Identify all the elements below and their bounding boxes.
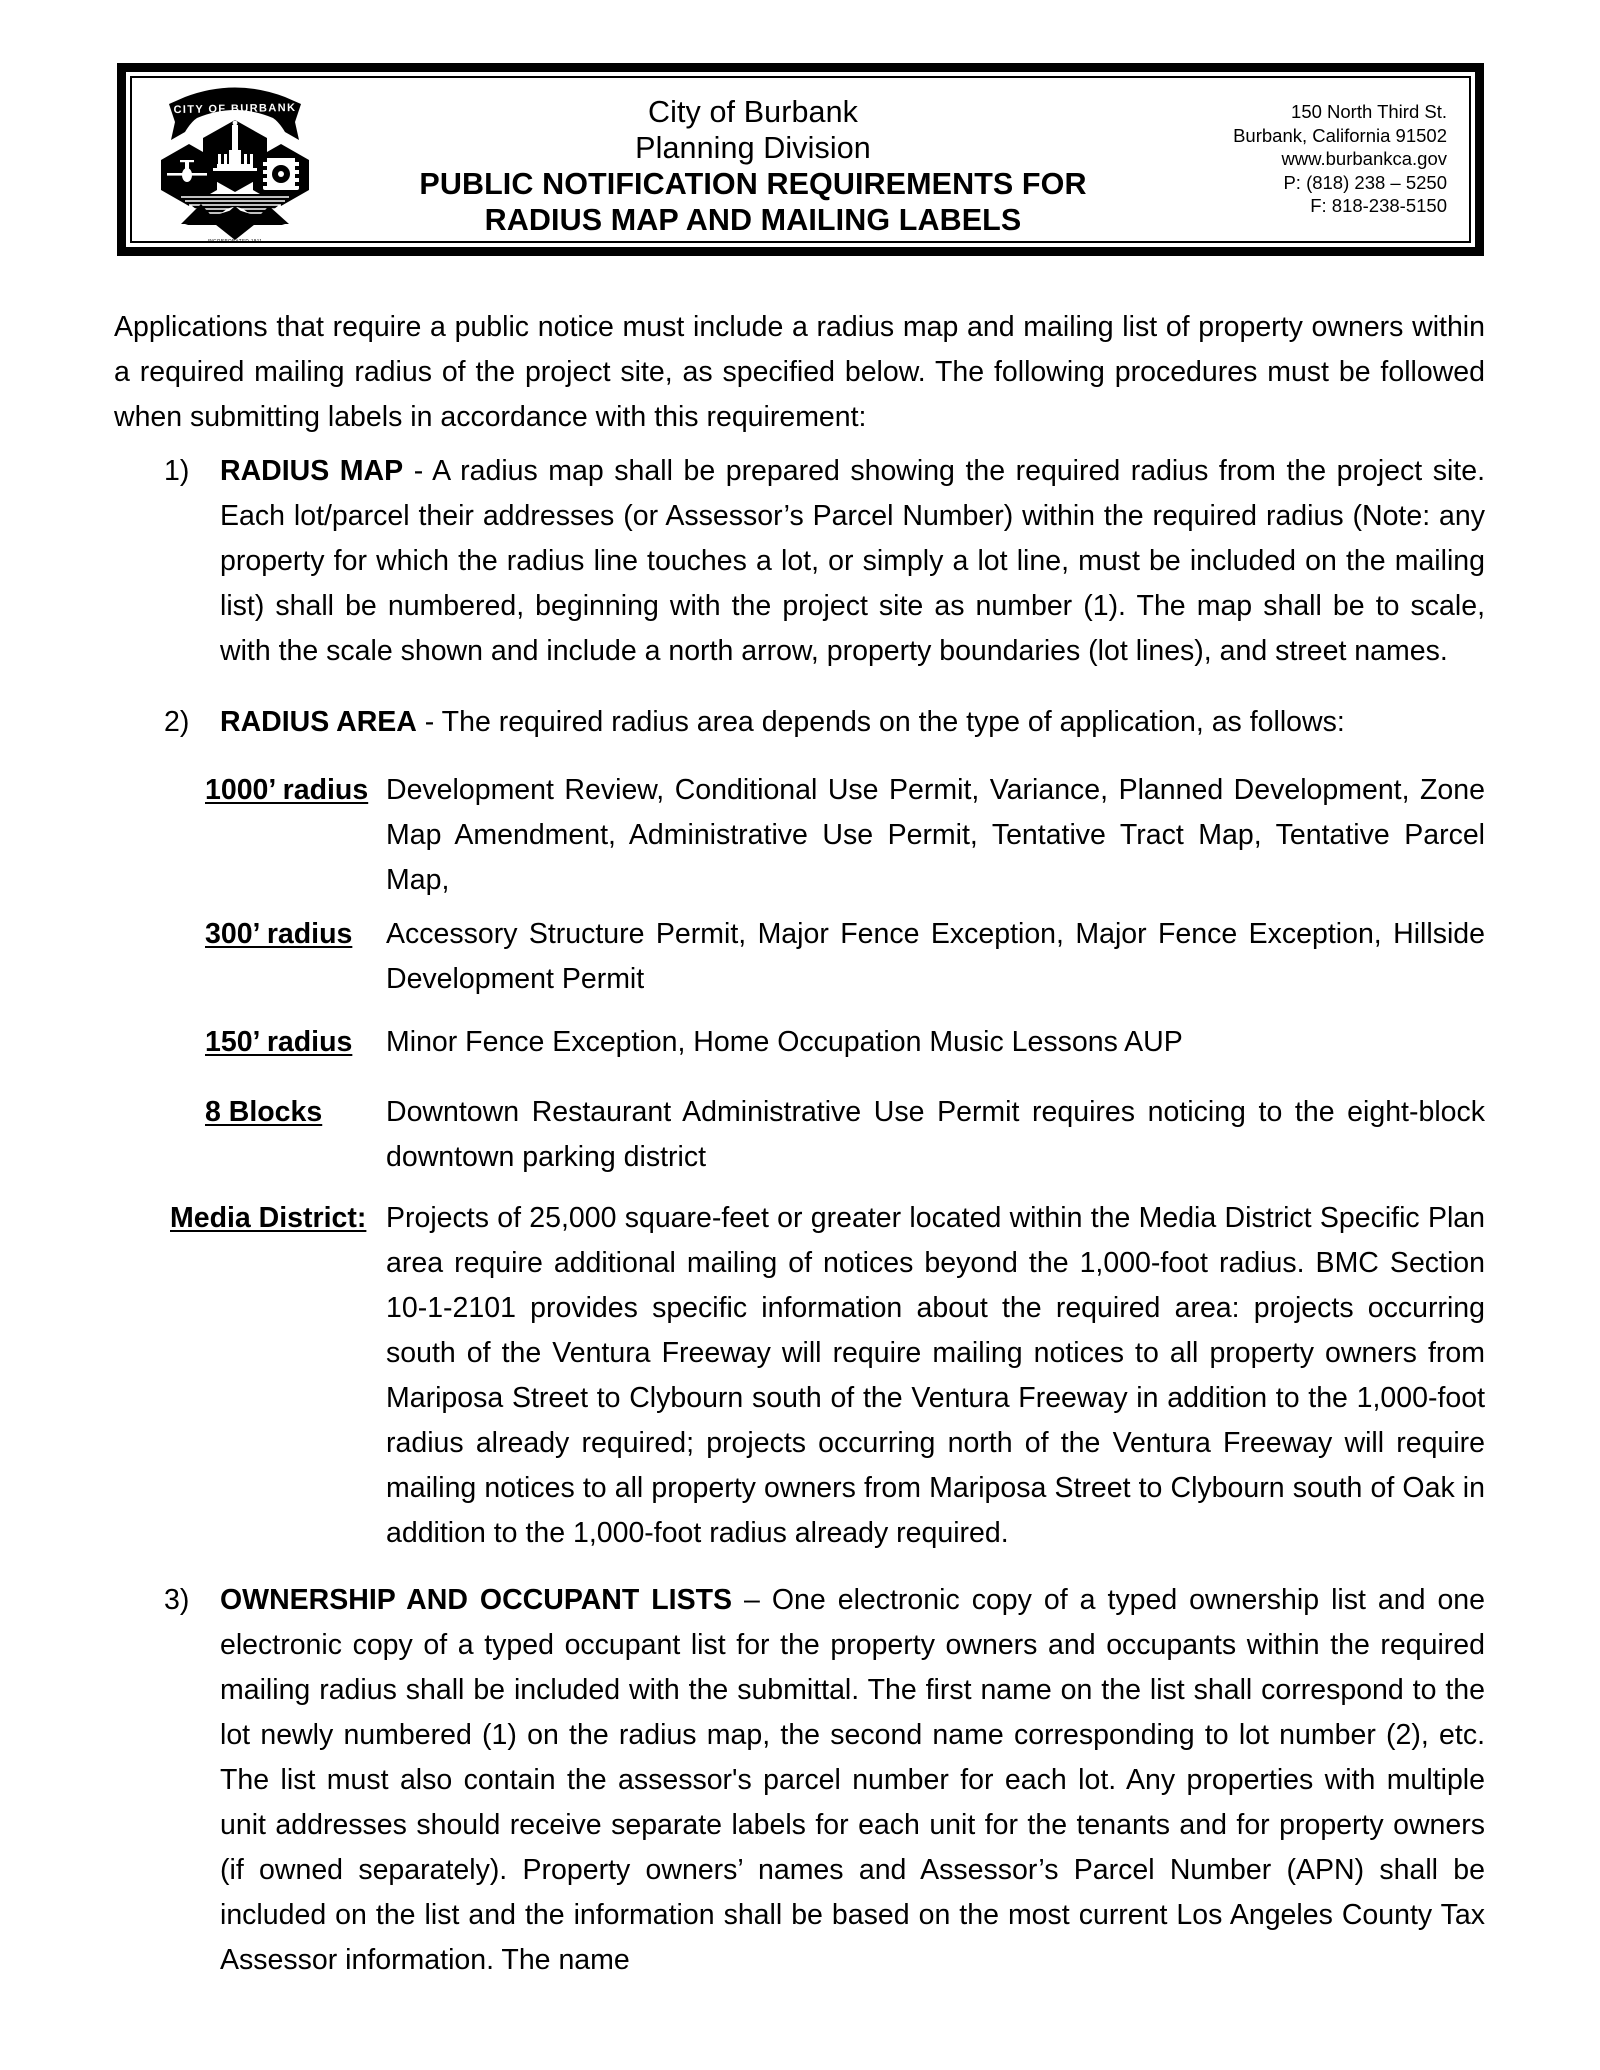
item-marker: 1) <box>164 455 190 487</box>
phone-number: P: (818) 238 – 5250 <box>1283 171 1447 193</box>
radius-label: 300’ radius <box>205 918 353 950</box>
division-name: Planning Division <box>635 131 871 165</box>
list-item-radius-area <box>164 700 1485 745</box>
seal-incorporated-text: INCORPORATED 1911 <box>207 238 262 243</box>
website-url[interactable]: www.burbankca.gov <box>1281 148 1447 169</box>
address-city-state-zip: Burbank, California 91502 <box>1233 124 1447 146</box>
intro-paragraph: Applications that require a public notice must include a radius map and mailing list of property owners within a required mailing radius of the project site, as specified below. The following procedures must be followed when submitting labels in accordance with this requirement: <box>114 311 1485 433</box>
list-item-ownership-occupant-lists <box>164 1578 1485 1983</box>
item-heading: RADIUS MAP <box>220 455 404 487</box>
radius-row-1000 <box>205 768 1485 903</box>
radius-description: Downtown Restaurant Administrative Use Permit requires noticing to the eight-block downtown parking district <box>386 1096 1485 1173</box>
radius-row-300 <box>205 912 1485 1002</box>
agency-name: City of Burbank <box>647 95 858 129</box>
item-body <box>220 449 1485 674</box>
radius-description: Accessory Structure Permit, Major Fence Exception, Major Fence Exception, Hillside Development Permit <box>386 918 1485 995</box>
item-heading: OWNERSHIP AND OCCUPANT LISTS <box>220 1584 733 1616</box>
document-title-line-1: PUBLIC NOTIFICATION REQUIREMENTS FOR <box>419 167 1087 201</box>
header-inner-frame <box>130 76 1471 243</box>
city-seal-container <box>132 78 337 241</box>
radius-label: 150’ radius <box>205 1026 353 1058</box>
fax-number: F: 818-238-5150 <box>1310 195 1447 216</box>
item-body <box>220 700 1485 745</box>
item-heading: RADIUS AREA <box>220 706 417 738</box>
radius-label: 8 Blocks <box>205 1096 323 1128</box>
city-of-burbank-seal-icon <box>155 82 315 250</box>
radius-label: 1000’ radius <box>205 774 369 806</box>
item-marker: 2) <box>164 706 190 738</box>
radius-row-150 <box>205 1020 1485 1065</box>
radius-label: Media District: <box>170 1202 367 1234</box>
header-title-block <box>337 78 1169 241</box>
document-title-line-2: RADIUS MAP AND MAILING LABELS <box>484 203 1022 237</box>
radius-description: Development Review, Conditional Use Permit, Variance, Planned Development, Zone Map Amendment, Administrative Use Permit, Tentative Tract Map, Tentative Parcel Map, <box>386 774 1485 896</box>
radius-row-media-district <box>170 1196 1485 1556</box>
item-marker: 3) <box>164 1584 190 1616</box>
item-body <box>220 1578 1485 1983</box>
radius-description: Projects of 25,000 square-feet or greater located within the Media District Specific Plan area require additional mailing of notices beyond the 1,000-foot radius. BMC Section 10-1-2101 provides specific information about the required area: projects occurring south of the Ventura Freeway will require mailing notices to all property owners from Mariposa Street to Clybourn south of the Ventura Freeway in addition to the 1,000-foot radius already required; projects occurring north of the Ventura Freeway will require mailing notices to all property owners from Mariposa Street to Clybourn south of Oak in addition to the 1,000-foot radius already required. <box>386 1202 1485 1549</box>
list-item-radius-map <box>164 449 1485 674</box>
document-header <box>117 63 1484 256</box>
item-text: - A radius map shall be prepared showing the required radius from the project site. Each lot/parcel their addresses (or Assessor’s Parcel Number) within the required radius (Note: any property for which the radius line touches a lot, or simply a lot line, must be included on the mailing list) shall be numbered, beginning with the project site as number (1). The map shall be to scale, with the scale shown and include a north arrow, property boundaries (lot lines), and street names. <box>220 455 1485 667</box>
radius-description: Minor Fence Exception, Home Occupation Music Lessons AUP <box>386 1026 1183 1058</box>
item-text: – One electronic copy of a typed ownership list and one electronic copy of a typed occupant list for the property owners and occupants within the required mailing radius shall be included with the submittal. The first name on the list shall correspond to the lot newly numbered (1) on the radius map, the second name corresponding to lot number (2), etc. The list must also contain the assessor's parcel number for each lot. Any properties with multiple unit addresses should receive separate labels for each unit for the tenants and for property owners (if owned separately). Property owners’ names and Assessor’s Parcel Number (APN) shall be included on the list and the information shall be based on the most current Los Angeles County Tax Assessor information. The name <box>220 1584 1485 1976</box>
item-text: - The required radius area depends on the type of application, as follows: <box>416 706 1345 738</box>
seal-banner-text: CITY OF BURBANK <box>172 101 296 117</box>
header-contact-block <box>1169 78 1469 241</box>
radius-row-8-blocks <box>205 1090 1485 1180</box>
address-street: 150 North Third St. <box>1291 101 1447 122</box>
